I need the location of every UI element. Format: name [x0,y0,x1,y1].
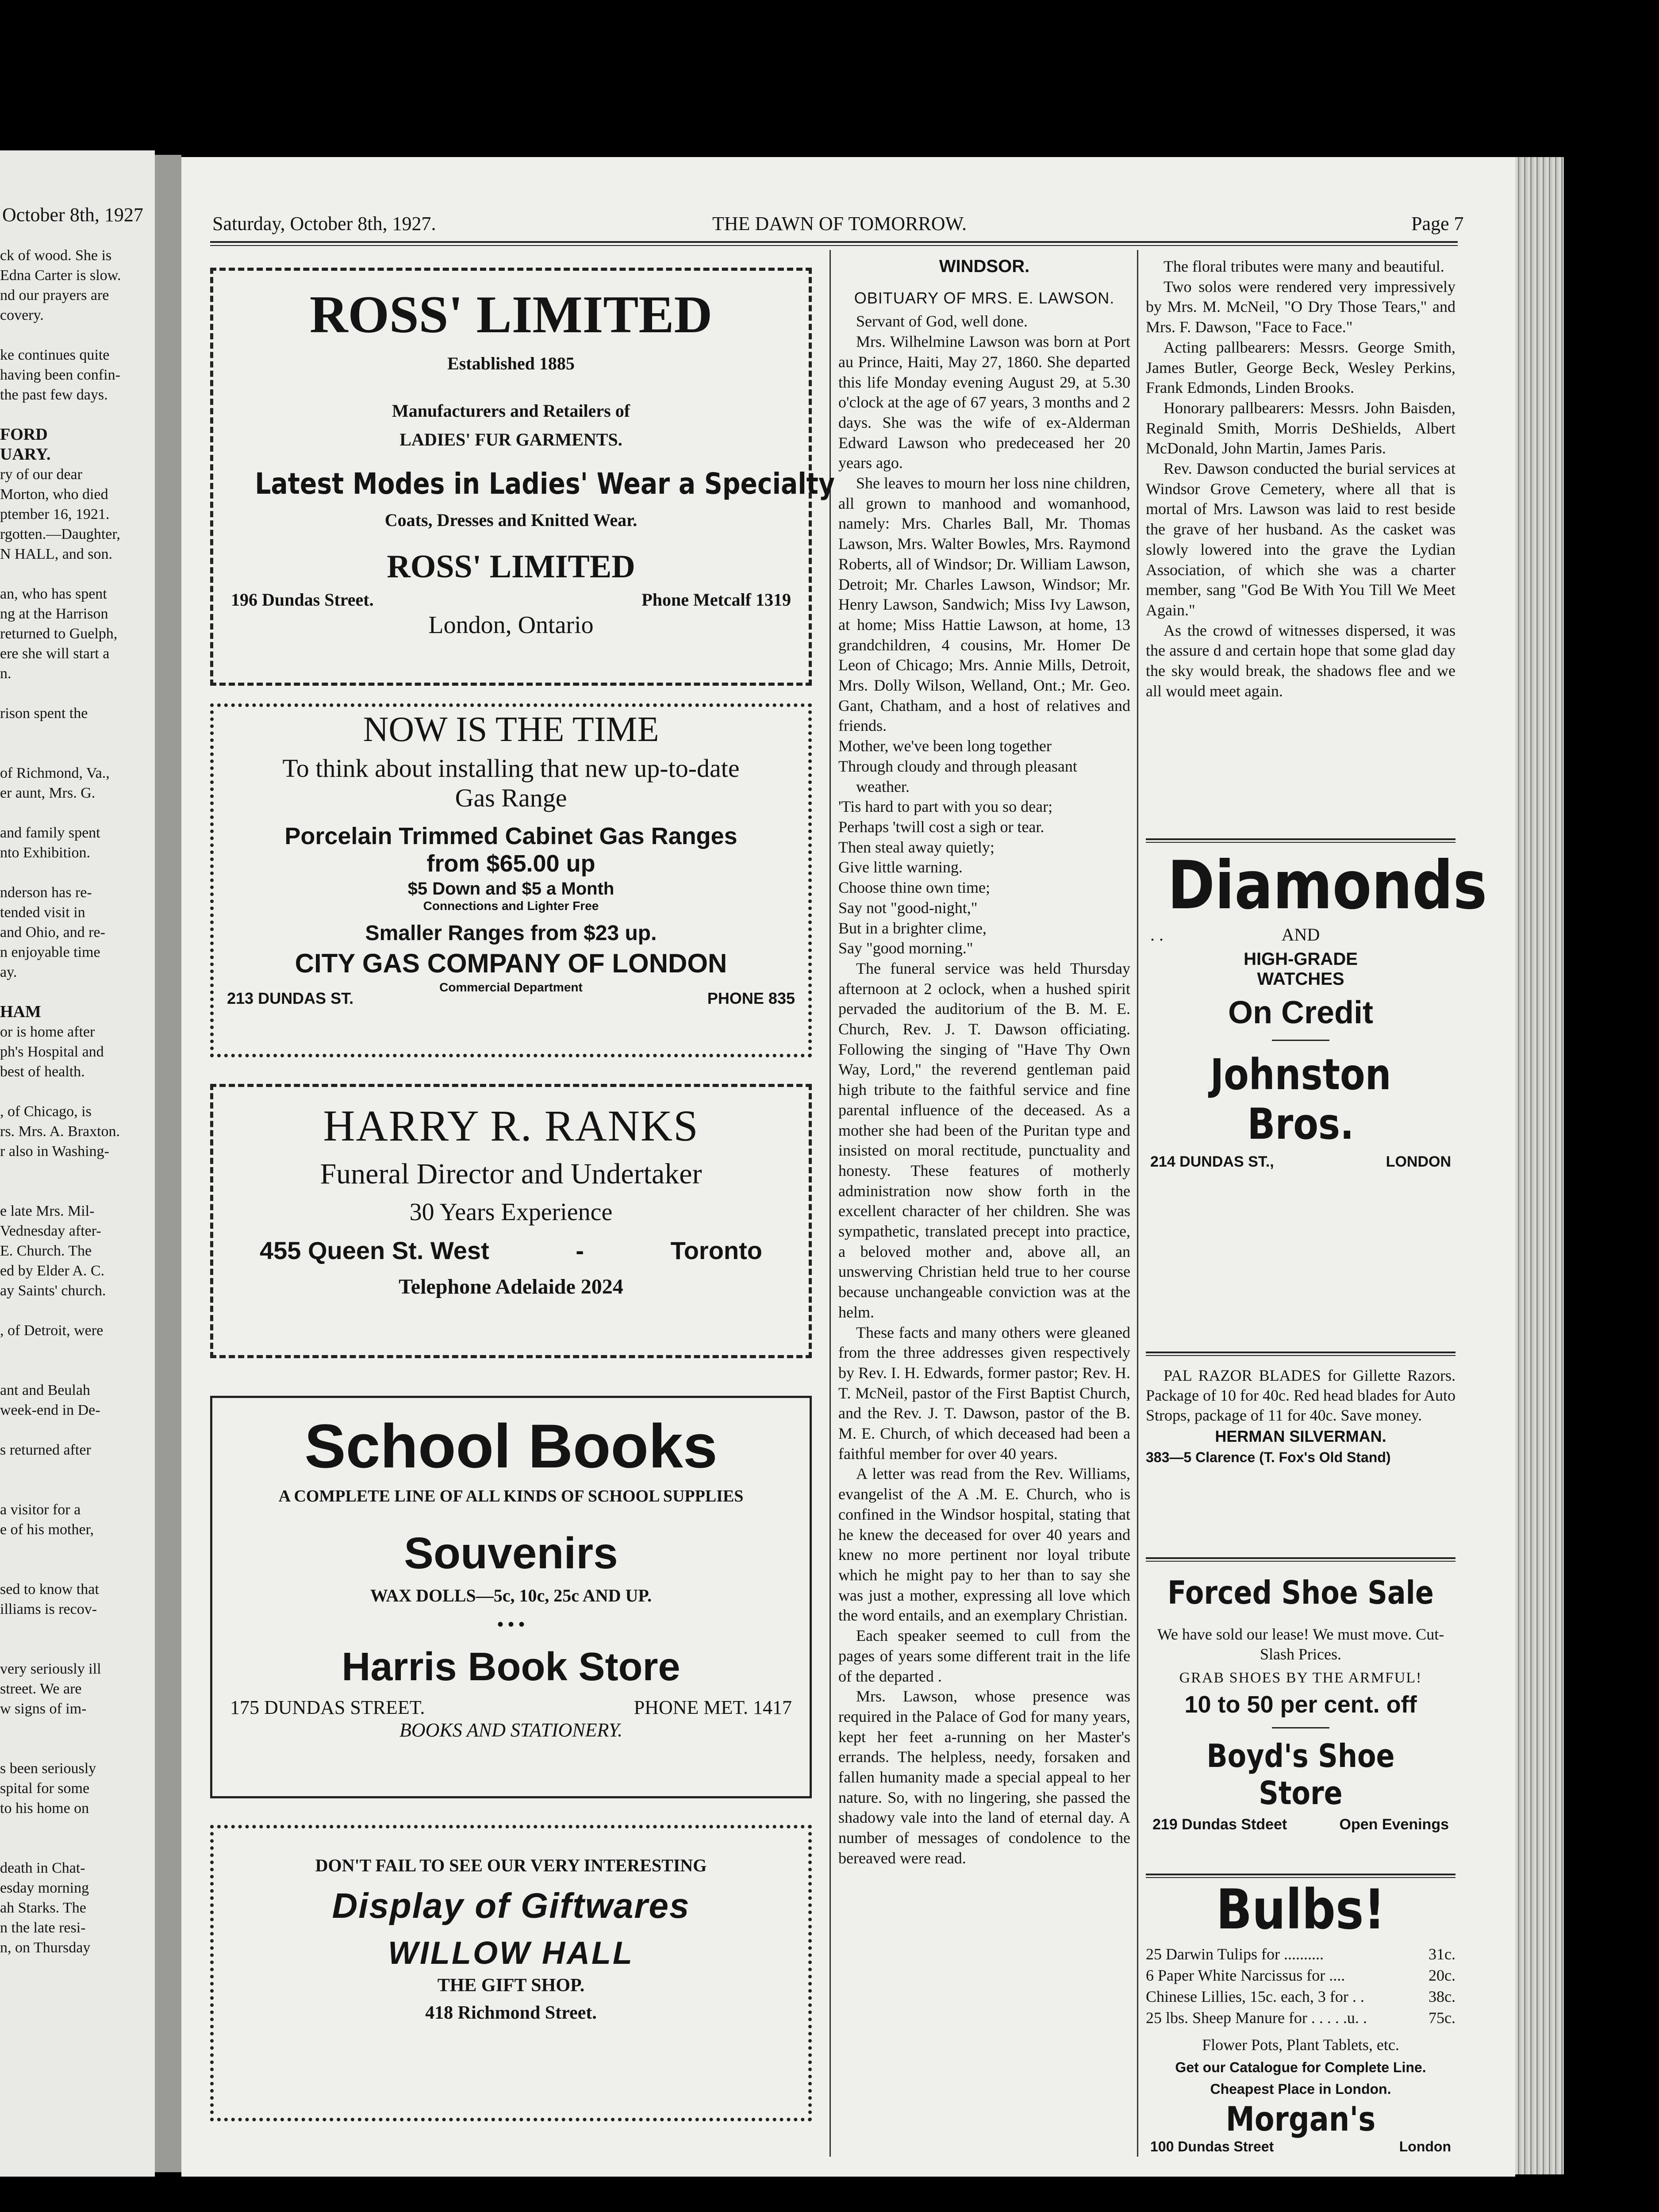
left-page-line: Edna Carter is slow. [0,267,121,284]
left-page-line [0,863,153,883]
gas-line4: from $65.00 up [426,850,595,877]
bulb-item-price: 31c. [1429,1945,1455,1963]
morgans-city: London [1399,2139,1451,2154]
obituary-paragraph: Mrs. Lawson, whose presence was required in the Palace of God for many years, kept her feet a-running on her Master's errands. The helpless, needy, forsaken and fallen humanity made a special appeal to her nature. So, with no lingering, she passed the shadowy vale into the land of eternal day. A number of messages of condolence to the bereaved were read. [838,1687,1130,1867]
bulb-item-price: 38c. [1429,1988,1455,2005]
left-page-line: a visitor for a [0,1502,81,1518]
left-page-line: and Ohio, and re- [0,924,105,941]
left-page-line [0,1420,153,1440]
left-page-line: returned to Guelph, [0,626,118,642]
left-page-line: spital for some [0,1780,90,1797]
obituary-paragraph: She leaves to mourn her loss nine children, all grown to manhood and womanhood, namely: Mrs. Charles Ball, Mr. Thomas Lawson, Mrs. Walter Bowles, Mrs. Raymond Roberts, all of Windsor; Dr. William Lawson, Detroit; Mr. Charles Lawson, Windsor; Mr. Henry Lawson, Sandwich; Miss Ivy Lawson, at home; Miss Hattie Lawson, at home, 13 grandchildren, 4 cousins, Mr. Homer De Leon of Chicago; Mrs. Annie Mills, Detroit, Mrs. Dolly Wilson, Welland, Ont.; Mr. Geo. Gant, Chatham, and a host of relatives and friends. [838,474,1130,735]
shoe-headline: Forced Shoe Sale [1167,1574,1434,1611]
ross-phone: Phone Metcalf 1319 [641,590,791,610]
left-page-line: very seriously ill [0,1661,101,1677]
diamonds-headline: Diamonds [1167,847,1487,924]
left-page-line: of Richmond, Va., [0,765,110,781]
left-page-line: tended visit in [0,904,85,921]
harris-book-store-ad [210,1396,812,1798]
left-page-line: w signs of im- [0,1701,87,1717]
header-title: THE DAWN OF TOMORROW. [712,213,967,234]
left-page-line: HAM [0,1002,41,1021]
ranks-name: HARRY R. RANKS [323,1101,699,1150]
left-page-line [0,1619,153,1639]
poem-line: Mother, we've been long together [838,737,1052,755]
left-page-line: N HALL, and son. [0,546,113,562]
diamonds-and: AND [1281,925,1320,945]
books-headline: School Books [304,1411,718,1481]
left-page-line: Morton, who died [0,486,108,503]
harry-ranks-ad [210,1084,812,1358]
ranks-line2: 30 Years Experience [409,1198,613,1226]
poem-line: Then steal away quietly; [838,838,995,856]
ranks-line1: Funeral Director and Undertaker [320,1158,702,1190]
funeral-paragraph: As the crowd of witnesses dispersed, it was the assure d and certain hope that some glad day the sky would break, the shadows flee and we all would meet again. [1146,621,1455,700]
ross-line3: Coats, Dresses and Knitted Wear. [384,510,637,530]
left-page-line: n the late resi- [0,1920,86,1936]
bulbs-headline: Bulbs! [1216,1878,1386,1942]
bulb-price-row [1146,1943,1455,1965]
johnston-city: LONDON [1386,1153,1451,1170]
page-edges [1515,157,1564,2174]
funeral-paragraph: Two solos were rendered very impressively by Mrs. M. McNeil, "O Dry Those Tears," and Mrs. F. Dawson, "Face to Face." [1146,277,1455,336]
left-page-line [0,1161,153,1181]
poem-line: weather. [856,777,910,795]
ross-line2: LADIES' FUR GARMENTS. [399,430,622,449]
left-page-line [0,325,153,345]
gas-dept: Commercial Department [439,980,583,994]
left-page-line: e of his mother, [0,1521,94,1538]
obituary-paragraph: The funeral service was held Thursday afternoon at 2 oclock, when a hushed spirit pervaded the auditorium of the B. M. E. Church, Rev. J. T. Dawson officiating. Following the singing of "Have Thy Own Way, Lord," the reverend gentleman paid high tribute to the faithful service and fine parental influence of the deceased. As a mother she had been of the Puritan type and insisted on moral rectitude, punctuality and honesty. These features of motherly administration now show forth in the excellent character of her children. She was sympathetic, translated precept into practice, a beloved mother and, above all, an unswerving Christian held true to her course because unchangeable conviction was at the helm. [838,959,1130,1321]
left-page-line: rison spent the [0,705,88,722]
column-rule-1 [830,250,831,2157]
funeral-paragraph: Rev. Dawson conducted the burial services at Windsor Grove Cemetery, where all that is mortal of Mrs. Lawson was laid to rest beside the grave of her husband. As the casket was slowly lowered into the grave the Lydian Association, of which she was a charter member, sang "God Be With You Till We Meet Again." [1146,460,1455,619]
left-page-line [0,405,153,425]
books-line1: A COMPLETE LINE OF ALL KINDS OF SCHOOL SUPPLIES [278,1487,744,1505]
ross-address: 196 Dundas Street. [231,590,374,610]
funeral-paragraph: The floral tributes were many and beautiful. [1164,257,1444,275]
left-page-line: Vednesday after- [0,1223,101,1239]
willow-line3: WILLOW HALL [388,1936,634,1971]
newspaper-page [181,157,1515,2177]
left-page-line: s been seriously [0,1760,96,1777]
left-page-line [0,1360,153,1380]
willow-line2: Display of Giftwares [332,1886,690,1925]
left-page-line [0,1540,153,1559]
column-rule-2 [1137,250,1138,2157]
funeral-paragraph: Honorary pallbearers: Messrs. John Baisden, Reginald Smith, Morris DeShields, Albert McDonald, John Martin, James Paris. [1146,399,1455,457]
gas-line6: Connections and Lighter Free [423,899,599,913]
willow-hall-ad [210,1825,812,2121]
bulbs-line3: Cheapest Place in London. [1210,2081,1391,2097]
left-page-line: or is home after [0,1024,95,1040]
left-page-line [0,1301,153,1321]
left-page-line: death in Chat- [0,1860,85,1876]
left-page-line: best of health. [0,1064,85,1080]
ranks-address: 455 Queen St. West [260,1237,489,1264]
johnston-bros-ad [1146,838,1487,1171]
left-page-line: ay. [0,964,17,980]
ranks-address-row [213,1236,809,1265]
left-facing-page [0,150,155,2177]
left-page-line: ph's Hospital and [0,1044,104,1060]
right-column-text [1146,257,1455,701]
bulb-price-row [1146,1965,1455,1986]
windsor-column [838,257,1130,1869]
books-store: Harris Book Store [342,1645,680,1689]
left-page-line: n enjoyable time [0,944,100,960]
left-page-line: E. Church. The [0,1243,92,1259]
poem-line: Say not "good-night," [838,899,978,917]
gas-line7: Smaller Ranges from $23 up. [365,922,657,945]
bulb-item-label: 25 lbs. Sheep Manure for . . . . .u. . [1146,2009,1367,2027]
left-page-line [0,743,153,763]
obituary-paragraph: Mrs. Wilhelmine Lawson was born at Port au Prince, Haiti, May 27, 1860. She departed this life Monday evening August 29, at 5.30 o'clock at the age of 67 years, 3 months and 2 days. She was the wife of ex-Alderman Edward Lawson who predeceased her 20 years ago. [838,333,1130,472]
left-page-line: e late Mrs. Mil- [0,1203,95,1219]
books-contact-row [212,1696,810,1719]
left-page-line: covery. [0,307,44,323]
book-spine [155,155,181,2172]
page-header [212,212,1464,234]
gas-line3: Porcelain Trimmed Cabinet Gas Ranges [284,823,737,849]
bulb-item-label: Chinese Lillies, 15c. each, 3 for . . [1146,1988,1364,2005]
left-page-line: UARY. [0,445,51,464]
shoe-contact-row [1146,1816,1455,1833]
header-rule [210,241,1458,246]
left-page-line: ng at the Harrison [0,606,108,622]
books-address: 175 DUNDAS STREET. [230,1697,425,1718]
morgans-address: 100 Dundas Street [1150,2139,1274,2154]
poem-line: Give little warning. [838,858,963,876]
diamonds-line2: WATCHES [1257,969,1344,989]
left-page-line: sed to know that [0,1581,99,1598]
city-gas-ad [210,703,812,1057]
bulbs-line1: Flower Pots, Plant Tablets, etc. [1202,2036,1399,2054]
morgans-store: Morgan's [1225,2099,1376,2139]
left-page-line [0,723,153,743]
left-page-line [0,1838,153,1858]
bulb-item-label: 25 Darwin Tulips for .......... [1146,1945,1324,1963]
left-page-line [0,803,153,823]
left-page-line [0,1181,153,1201]
left-page-line [0,1818,153,1838]
windsor-heading: WINDSOR. [939,257,1030,276]
books-tagline: BOOKS AND STATIONERY. [399,1719,623,1741]
left-page-line: nto Exhibition. [0,845,90,861]
morgans-bulbs-ad [1146,1874,1455,2155]
shoe-line1: We have sold our lease! We must move. Cut-Slash Prices. [1157,1625,1444,1663]
left-page-line: and family spent [0,825,100,841]
left-page-line [0,1340,153,1360]
left-page-line: ah Starks. The [0,1900,86,1916]
obituary-poem [838,736,1130,959]
poem-line: Say "good morning." [838,939,973,957]
ross-contact-row [213,589,809,610]
obituary-paragraphs [838,311,1130,736]
left-page-header: October 8th, 1927 [2,204,143,226]
left-page-line: ay Saints' church. [0,1283,106,1299]
left-page-line: ere she will start a [0,645,110,662]
shoe-address: 219 Dundas Stdeet [1152,1816,1287,1833]
obituary-paragraphs-2 [838,959,1130,1869]
shoe-store: Boyd's Shoe Store [1206,1737,1395,1812]
left-page-line: nd our prayers are [0,287,109,303]
books-souvenirs: Souvenirs [404,1528,618,1578]
morgans-contact-row [1146,2139,1455,2155]
left-page-line [0,1639,153,1659]
willow-line5: 418 Richmond Street. [425,2003,597,2023]
left-page-line: esday morning [0,1880,89,1896]
ross-name-2: ROSS' LIMITED [387,549,635,585]
ranks-city: Toronto [670,1237,762,1264]
shoe-line2: GRAB SHOES BY THE ARMFUL! [1179,1670,1422,1686]
johnston-address: 214 DUNDAS ST., [1150,1153,1274,1170]
ross-established: Established 1885 [447,353,575,373]
left-page-line: , of Detroit, were [0,1322,104,1339]
bulb-item-label: 6 Paper White Narcissus for .... [1146,1966,1345,1984]
left-page-line: ptember 16, 1921. [0,506,110,522]
gas-address: 213 DUNDAS ST. [227,989,354,1007]
diamonds-and-row [1146,924,1455,945]
left-page-line [0,684,153,703]
willow-line1: DON'T FAIL TO SEE OUR VERY INTERESTING [315,1855,707,1875]
bulbs-price-list [1146,1943,1455,2028]
books-line2: WAX DOLLS—5c, 10c, 25c AND UP. [370,1586,652,1605]
gas-line5: $5 Down and $5 a Month [407,879,614,899]
bulb-price-row [1146,1986,1455,2007]
left-page-text [0,246,153,1958]
left-page-line: , of Chicago, is [0,1103,92,1120]
diamonds-dots: . . [1150,925,1164,945]
left-page-line [0,1460,153,1480]
left-page-line: rgotten.—Daughter, [0,526,120,542]
ross-name: ROSS' LIMITED [309,285,713,344]
bulb-price-row [1146,2007,1455,2028]
ross-limited-ad [210,268,835,686]
bulb-item-price: 75c. [1429,2009,1455,2027]
shoe-hours: Open Evenings [1339,1816,1449,1833]
left-page-line [0,1559,153,1579]
ross-line1: Manufacturers and Retailers of [392,401,630,421]
poem-line: 'Tis hard to part with you so dear; [838,798,1053,816]
left-page-line [0,1082,153,1102]
left-page-line: ant and Beulah [0,1382,90,1398]
ross-city: London, Ontario [428,611,594,639]
funeral-paragraphs [1146,257,1455,701]
left-page-line: n, on Thursday [0,1939,91,1956]
left-page-line: ck of wood. She is [0,247,112,264]
razor-text: PAL RAZOR BLADES for Gillette Razors. Package of 10 for 40c. Red head blades for Auto Strops, package of 11 for 40c. Save money. [1146,1367,1455,1424]
diamonds-credit: On Credit [1228,995,1373,1030]
left-page-line: FORD [0,425,48,444]
diamonds-line1: HIGH-GRADE [1244,949,1358,969]
obituary-paragraph: Servant of God, well done. [856,312,1028,330]
obituary-paragraph: These facts and many others were gleaned from the three addresses given respectively by Rev. I. H. Edwards, former pastor; Rev. H. T. McNeil, pastor of the First Baptist Church, and the Rev. J. T. Dawson, pastor of the B. M. E. Church, of which deceased had been a faithful member for over 40 years. [838,1323,1130,1463]
left-page-line: ed by Elder A. C. [0,1263,105,1279]
left-page-line: nderson has re- [0,884,92,901]
books-dots: • • • [497,1614,525,1634]
left-page-line: illiams is recov- [0,1601,97,1617]
left-page-line: r also in Washing- [0,1143,109,1160]
razor-address: 383—5 Clarence (T. Fox's Old Stand) [1146,1449,1391,1465]
header-page-number: Page 7 [1411,213,1464,234]
razor-blades-ad [1146,1352,1455,1466]
left-page-line: ke continues quite [0,347,110,363]
shoe-line3: 10 to 50 per cent. off [1184,1691,1417,1718]
left-page-line: the past few days. [0,387,108,403]
johnston-store: Johnston Bros. [1210,1050,1391,1149]
left-page-line: rs. Mrs. A. Braxton. [0,1123,120,1140]
left-page-line [0,982,153,1002]
left-page-line: ry of our dear [0,466,82,483]
poem-line: Choose thine own time; [838,879,990,897]
left-page-line: to his home on [0,1800,89,1816]
ranks-dash: - [576,1237,584,1264]
bulb-item-price: 20c. [1429,1966,1455,1984]
left-page-line: week-end in De- [0,1402,100,1418]
ranks-phone: Telephone Adelaide 2024 [399,1275,623,1298]
poem-line: Perhaps 'twill cost a sigh or tear. [838,818,1045,836]
poem-line: Through cloudy and through pleasant [838,757,1077,775]
header-date: Saturday, October 8th, 1927. [212,213,436,234]
obituary-paragraph: Each speaker seemed to cull from the pages of years some different trait in the life of the departed . [838,1627,1130,1685]
bulbs-line2: Get our Catalogue for Complete Line. [1175,2059,1426,2075]
willow-line4: THE GIFT SHOP. [437,1975,585,1996]
left-page-line: having been confin- [0,367,120,383]
obituary-title: OBITUARY OF MRS. E. LAWSON. [854,288,1115,307]
left-page-line: er aunt, Mrs. G. [0,785,96,801]
gas-company: CITY GAS COMPANY OF LONDON [295,949,727,978]
funeral-paragraph: Acting pallbearers: Messrs. George Smith, James Butler, George Beck, Wesley Perkins, Frank Edmonds, Linden Brooks. [1146,338,1455,397]
left-page-line: s returned after [0,1442,91,1458]
johnston-contact-row [1146,1153,1455,1171]
poem-line: But in a brighter clime, [838,919,987,937]
gas-line2: Gas Range [455,783,567,812]
ross-slogan: Latest Modes in Ladies' Wear a Specialty [255,467,835,501]
obituary-paragraph: A letter was read from the Rev. Williams, evangelist of the A .M. E. Church, who is confined in the Windsor hospital, stating that he knew the deceased for over 40 years and knew no more pertinent nor loyal tribute which he might pay to her than to say she was just a mother, expressing all love which the word entails, and an exemplary Christian. [838,1465,1130,1624]
left-page-line [0,1739,153,1759]
left-page-line [0,564,153,584]
left-page-line: n. [0,665,12,682]
razor-name: HERMAN SILVERMAN. [1215,1427,1386,1445]
left-page-line: an, who has spent [0,586,107,602]
left-page-line [0,1480,153,1500]
left-page-line [0,1719,153,1739]
boyds-shoe-store-ad [1146,1557,1455,1833]
gas-line1: To think about installing that new up-to-date [282,754,740,783]
books-phone: PHONE MET. 1417 [634,1697,792,1718]
gas-phone: PHONE 835 [707,989,795,1007]
gas-headline: NOW IS THE TIME [363,710,659,749]
left-page-line: street. We are [0,1681,82,1697]
